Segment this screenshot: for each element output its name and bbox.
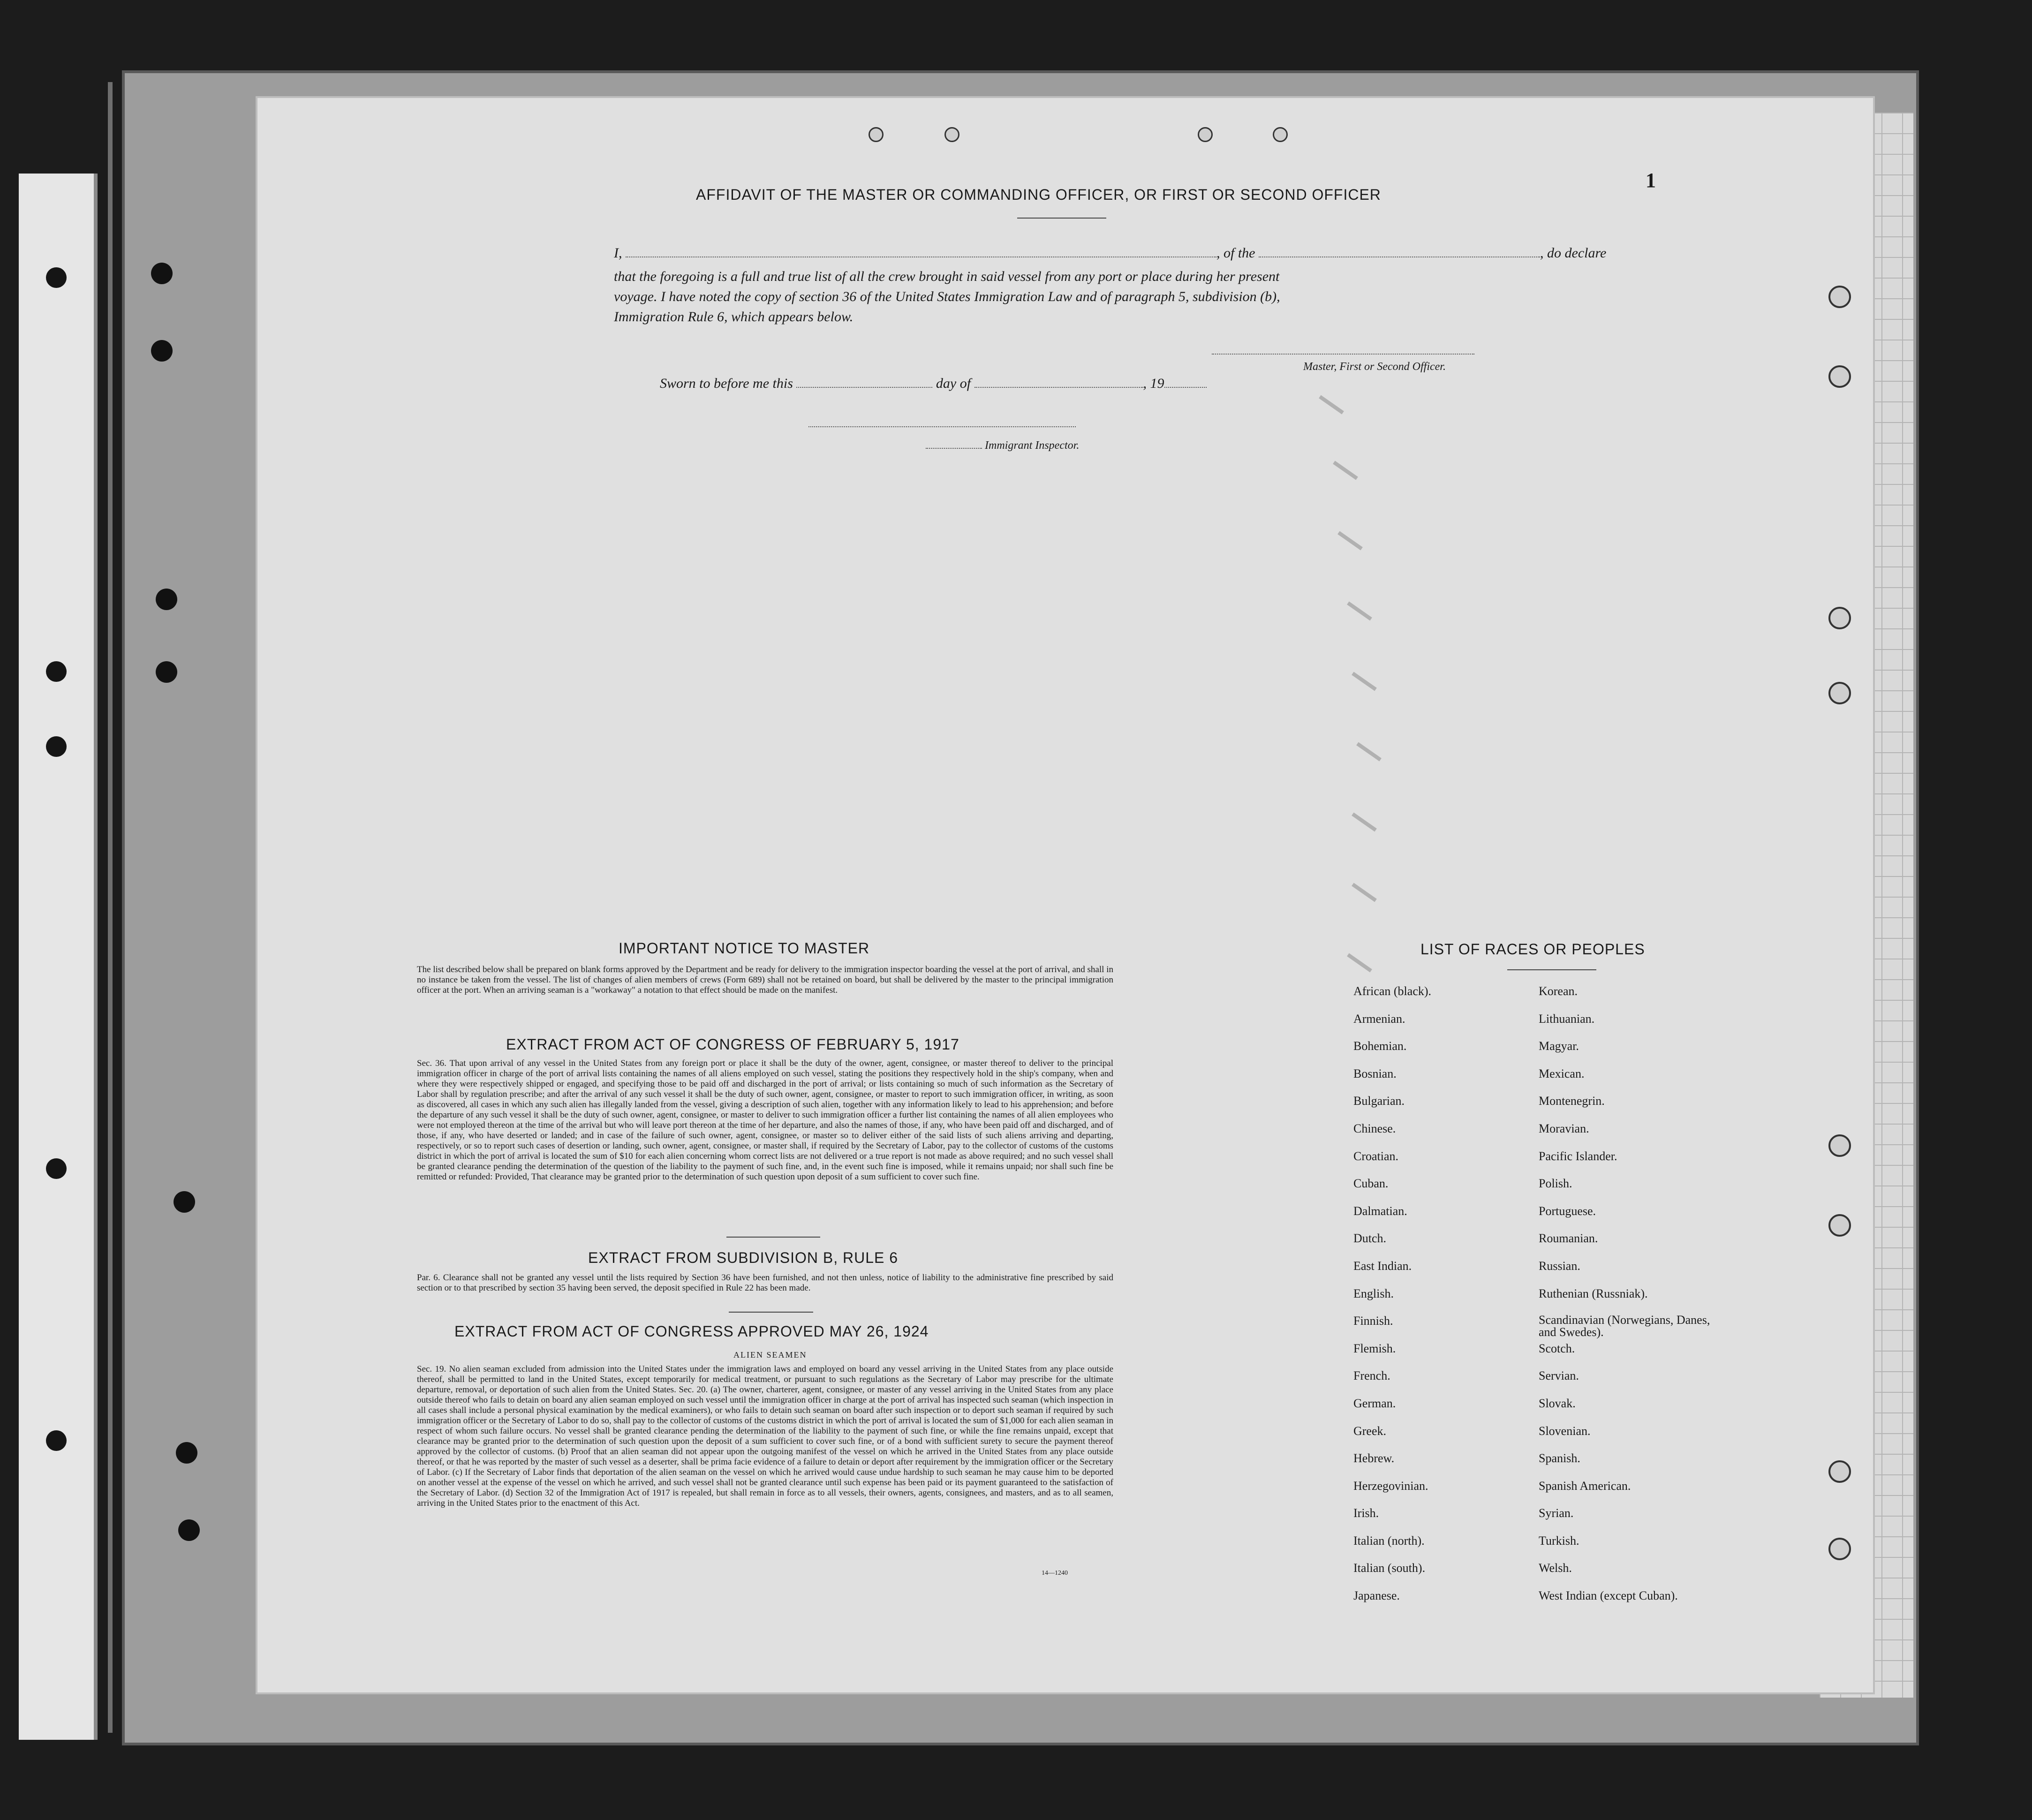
ink-mark (1356, 742, 1382, 762)
race-item: Bulgarian. (1353, 1094, 1405, 1108)
inspector-signature-label: Immigrant Inspector. (985, 439, 1080, 452)
ink-mark (1352, 813, 1377, 832)
race-item: Roumanian. (1539, 1231, 1598, 1246)
binder-hole (174, 1191, 195, 1213)
race-item: Mexican. (1539, 1066, 1585, 1080)
binder-hole (176, 1442, 197, 1464)
race-item: Korean. (1539, 984, 1578, 998)
inspector-signature-line (808, 426, 1076, 427)
sworn-day: day of (936, 376, 971, 391)
punch-hole (944, 127, 959, 142)
punch-hole (1828, 682, 1851, 704)
binder-hole (156, 589, 177, 610)
master-signature-label: Master, First or Second Officer. (1303, 361, 1446, 373)
affidavit-title: AFFIDAVIT OF THE MASTER OR COMMANDING OFFICER, OR FIRST OR SECOND OFFICER (696, 186, 1381, 203)
races-rule (1507, 969, 1596, 970)
page-number: 1 (1646, 169, 1656, 192)
race-item: Armenian. (1353, 1012, 1405, 1026)
race-item: Greek. (1353, 1424, 1387, 1438)
race-item: Italian (south). (1353, 1561, 1426, 1575)
punch-hole (1828, 1214, 1851, 1237)
alien-seamen-subtitle: ALIEN SEAMEN (733, 1350, 807, 1359)
race-item: Italian (north). (1353, 1533, 1425, 1548)
sworn-month-blank (974, 387, 1143, 388)
race-item: Servian. (1539, 1369, 1579, 1383)
ink-mark (1319, 395, 1344, 415)
affidavit-line1 (614, 244, 1768, 262)
race-item: Flemish. (1353, 1341, 1396, 1355)
race-item: German. (1353, 1396, 1396, 1410)
race-item: Spanish. (1539, 1451, 1580, 1465)
extract-rule6-text: Par. 6. Clearance shall not be granted any vessel until the lists required by Section 36 have been furnished, and not then unless, notice of liability to the administrative fine prescribed by said section or to that prescribed by section 35 having been served, the deposit specified in Rule 22 has been made. (417, 1273, 1113, 1293)
race-item: Herzegovinian. (1353, 1479, 1428, 1493)
race-item: Russian. (1539, 1259, 1580, 1273)
race-item: Ruthenian (Russniak). (1539, 1286, 1648, 1300)
binder-hole (178, 1519, 200, 1541)
binding-hole (46, 1158, 67, 1179)
race-item: Spanish American. (1539, 1479, 1631, 1493)
race-item: East Indian. (1353, 1259, 1412, 1273)
binding-hole (46, 267, 67, 288)
binding-strip (19, 174, 98, 1740)
extract-1924-title: EXTRACT FROM ACT OF CONGRESS APPROVED MAY 26, 1924 (454, 1323, 929, 1340)
inspector-signature-row (926, 439, 1079, 452)
binder-hole (151, 340, 173, 362)
race-item: Dalmatian. (1353, 1204, 1407, 1218)
punch-hole (1828, 365, 1851, 388)
affidavit-declare: , do declare (1540, 245, 1607, 261)
race-item: Slovak. (1539, 1396, 1576, 1410)
race-item: Scandinavian (Norwegians, Danes, and Swedes). (1539, 1313, 1710, 1339)
notice-title: IMPORTANT NOTICE TO MASTER (619, 940, 870, 957)
form-page (256, 96, 1875, 1694)
race-item: Hebrew. (1353, 1451, 1395, 1465)
extract-1917-text: Sec. 36. That upon arrival of any vessel in the United States from any foreign port or place it shall be the duty of the owner, agent, consignee, or master thereof to deliver to the principal immigration officer in charge of the port of arrival lists containing the names of all aliens employed on such vessel, stating the positions they respectively hold in the ship's company, when and where they were respectively shipped or engaged, and specifying those to be paid off and discharged in the port of arrival; or lists containing so much of such information as the Secretary of Labor shall by regulation prescribe; and after the arrival of any such vessel it shall be the duty of such owner, agent, consignee, or master to report to such immigration officer, in writing, as soon as discovered, all cases in which any such alien has illegally landed from the vessel, giving a description of such alien, together with any information likely to lead to his apprehension; and before the departure of any such vessel it shall be the duty of such owner, agent, consignee, or master to deliver to such immigration officer a further list containing the names of all alien employees who were not employed thereon at the time of the arrival but who will leave port thereon at the time of her departure, and also the names of those, if any, who have been paid off and discharged, and of those, if any, who have deserted or landed; and in case of the failure of such owner, agent, consignee, or master so to deliver either of the said lists of such aliens arriving and departing, respectively, or so to report such cases of desertion or landing, such owner, agent, consignee, or master shall, if required by the Secretary of Labor, pay to the collector of customs of the customs district in which the port of arrival is located the sum of $10 for each alien concerning whom correct lists are not delivered or a true report is not made as above required; and no such vessel shall be granted clearance pending the determination of the question of the liability to the payment of such fine, and, in the event such fine is imposed, while it remains unpaid; nor shall such fine be remitted or refunded: Provided, That clearance may be granted prior to the determination of such question upon deposit of a sum sufficient to cover such fine. (417, 1058, 1113, 1182)
master-signature-line (1212, 354, 1474, 355)
sworn-year-blank (1164, 387, 1207, 388)
binding-hole (46, 1430, 67, 1451)
race-item: Irish. (1353, 1506, 1379, 1520)
affidavit-i: I, (614, 245, 622, 261)
race-item: Chinese. (1353, 1121, 1396, 1135)
race-item: Croatian. (1353, 1149, 1399, 1163)
ink-mark (1337, 531, 1363, 551)
form-code: 14—1240 (1042, 1570, 1068, 1577)
race-item: Magyar. (1539, 1039, 1579, 1053)
punch-hole (1828, 1460, 1851, 1483)
inspector-dots (926, 448, 982, 449)
title-rule (1017, 218, 1106, 219)
race-item: Scotch. (1539, 1341, 1575, 1355)
race-item: Japanese. (1353, 1589, 1400, 1603)
race-item: English. (1353, 1286, 1394, 1300)
affidavit-line4: Immigration Rule 6, which appears below. (614, 309, 854, 325)
race-item: West Indian (except Cuban). (1539, 1589, 1678, 1603)
races-column-1 (1353, 984, 1431, 1616)
race-item: Turkish. (1539, 1533, 1579, 1548)
notice-text: The list described below shall be prepared on blank forms approved by the Department and be ready for delivery to the immigration inspector boarding the vessel at the port of arrival, and shall in no instance be taken from the vessel. The list of changes of alien members of crews (Form 689) shall not be retained on board, but shall be delivered by the master to the principal immigration officer at the port. When an arriving seaman is a "workaway" a notation to that effect should be made on the manifest. (417, 965, 1113, 995)
race-item: Welsh. (1539, 1561, 1572, 1575)
punch-hole (1828, 1134, 1851, 1157)
affidavit-line2: that the foregoing is a full and true list of all the crew brought in said vessel from any port or place during her present (614, 269, 1280, 284)
race-item: Moravian. (1539, 1121, 1589, 1135)
section-rule (729, 1312, 813, 1313)
ink-mark (1352, 672, 1377, 691)
ink-mark (1352, 883, 1377, 902)
race-item: Portuguese. (1539, 1204, 1596, 1218)
sworn-year: , 19 (1143, 376, 1164, 391)
affidavit-of-the: , of the (1216, 245, 1255, 261)
race-item: African (black). (1353, 984, 1432, 998)
race-item: Montenegrin. (1539, 1094, 1605, 1108)
ink-mark (1347, 953, 1372, 973)
sworn-day-blank (796, 387, 932, 388)
race-item: Lithuanian. (1539, 1012, 1595, 1026)
binding-hole (46, 661, 67, 682)
extract-rule6-title: EXTRACT FROM SUBDIVISION B, RULE 6 (588, 1249, 899, 1266)
ink-mark (1347, 602, 1372, 621)
punch-hole (1828, 1538, 1851, 1560)
punch-hole (1828, 286, 1851, 308)
extract-1917-title: EXTRACT FROM ACT OF CONGRESS OF FEBRUARY 5, 1917 (506, 1036, 959, 1053)
punch-hole (1273, 127, 1288, 142)
sworn-before: Sworn to before me this (660, 376, 793, 391)
binder-hole (151, 263, 173, 284)
race-item: French. (1353, 1369, 1390, 1383)
binding-hole (46, 736, 67, 757)
punch-hole (1828, 607, 1851, 629)
section-rule (726, 1237, 820, 1238)
race-item: Dutch. (1353, 1231, 1387, 1246)
punch-hole (869, 127, 884, 142)
race-item: Bosnian. (1353, 1066, 1397, 1080)
race-item: Syrian. (1539, 1506, 1574, 1520)
races-title: LIST OF RACES OR PEOPLES (1420, 941, 1645, 958)
extract-1924-text: Sec. 19. No alien seaman excluded from admission into the United States under the immigration laws and employed on board any vessel arriving in the United States from any place outside thereof, shall be permitted to land in the United States, except temporarily for medical treatment, or pursuant to such regulations as the Secretary of Labor may prescribe for the ultimate departure, removal, or deportation of such alien from the United States. Sec. 20. (a) The owner, charterer, agent, consignee, or master of any vessel arriving in the United States from any place outside thereof who fails to detain on board any alien seaman employed on such vessel until the immigration officer in charge at the port of arrival has inspected such seaman (which inspection in all cases shall include a personal physical examination by the medical examiners), or who fails to detain such seaman on board after such inspection or to deport such seaman if required by such immigration officer or the Secretary of Labor to do so, shall pay to the collector of customs of the customs district in which the port of arrival is located the sum of $1,000 for each alien seaman in respect of whom such failure occurs. No vessel shall be granted clearance pending the determination of the liability to the payment of such fine, or while the fine remains unpaid, except that clearance may be granted prior to the determination of such question upon the deposit of a sum sufficient to cover such fine, or of a bond with sufficient surety to secure the payment thereof approved by the collector of customs. (b) Proof that an alien seaman did not appear upon the outgoing manifest of the vessel on which he arrived in the United States from any place outside thereof, or that he was reported by the master of such vessel as a deserter, shall be prima facie evidence of a failure to detain or deport after requirement by the immigration officer or the Secretary of Labor. (c) If the Secretary of Labor finds that deportation of the alien seaman on the vessel on which he arrived would cause undue hardship to such seaman he may cause him to be deported on another vessel at the expense of the vessel on which he arrived, and such vessel shall not be granted clearance until such expense has been paid or its payment guaranteed to the satisfaction of the Secretary of Labor. (d) Section 32 of the Immigration Act of 1917 is repealed, but shall remain in force as to all vessels, their owners, agents, consignees, and masters, and as to all seamen, arriving in the United States prior to the enactment of this Act. (417, 1364, 1113, 1508)
affidavit-line3: voyage. I have noted the copy of section 36 of the United States Immigration Law and of paragraph 5, subdivision (b), (614, 289, 1280, 304)
race-item: Finnish. (1353, 1314, 1393, 1328)
race-item: Cuban. (1353, 1177, 1389, 1191)
race-item: Pacific Islander. (1539, 1149, 1617, 1163)
ink-mark (1333, 461, 1358, 480)
races-column-2 (1539, 984, 1726, 1616)
punch-hole (1198, 127, 1213, 142)
sworn-line (660, 375, 1207, 393)
race-item: Slovenian. (1539, 1424, 1591, 1438)
binder-hole (156, 661, 177, 683)
race-item: Bohemian. (1353, 1039, 1407, 1053)
race-item: Polish. (1539, 1177, 1572, 1191)
